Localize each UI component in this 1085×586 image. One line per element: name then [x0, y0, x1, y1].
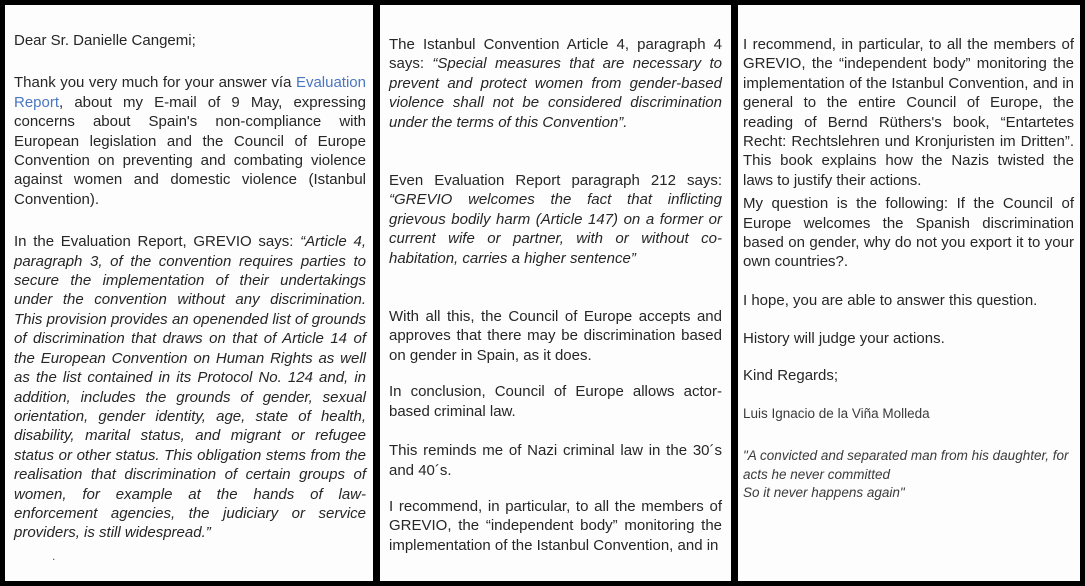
paragraph-nazi-law: This reminds me of Nazi criminal law in the 30´s and 40´s.	[389, 442, 722, 479]
footer-quote-line-2: So it never happens again"	[743, 485, 905, 501]
salutation: Dear Sr. Danielle Cangemi;	[14, 32, 196, 49]
quoted-text: “Special measures that are necessary to prevent and protect women from gender-based violence shall not be considered discrimination under the terms of this Convention”.	[389, 55, 722, 131]
closing-kind-regards: Kind Regards;	[743, 366, 839, 384]
paragraph-my-question: My question is the following: If the Council of Europe welcomes the Spanish discrimination based on gender, why do not you export it to your own countries?.	[743, 195, 1074, 271]
letter-column-2	[380, 5, 731, 581]
paragraph-text: , about my E-mail of 9 May, expressing concerns about Spain's non-compliance with European legislation and the Council of Europe Convention on preventing and combating violence against women and domestic violence (Istanbul Convention).	[14, 93, 366, 208]
quoted-text: “Article 4, paragraph 3, of the convention requires parties to secure the implementation of their undertakings under the convention without any discrimination. This provision provides an openended list of grounds of discrimination that draws on that of Article 14 of the European Convention on Human Rights as well as the list contained in its Protocol No. 124 and, in addition, includes the grounds of gender, sexual orientation, gender identity, age, state of health, disability, marital status, and migrant or refugee status or other status. This obligation stems from the realisation that discrimination of certain groups of women, for example at the hands of law-enforcement agencies, the judiciary or service providers, is still widespread.”	[14, 233, 366, 542]
paragraph-text: The Istanbul Convention Article 4, paragraph 4 says:	[389, 36, 722, 73]
footer-quote-line-1: "A convicted and separated man from his daughter, for acts he never committed	[743, 448, 1069, 482]
letter-column-1	[5, 5, 373, 581]
stray-period: .	[52, 548, 56, 563]
quoted-text: “GREVIO welcomes the fact that inflicting grievous bodily harm (Article 147) on a former or current wife or partner, with or without co-habitation, carries a higher sentence”	[389, 191, 722, 267]
paragraph-recommend-start: I recommend, in particular, to all the members of GREVIO, the “independent body” monitoring the implementation of the Istanbul Convention, and in	[389, 497, 722, 554]
paragraph-with-all-this: With all this, the Council of Europe accepts and approves that there may be discrimination based on gender in Spain, as it does.	[389, 308, 722, 364]
paragraph-text: Even Evaluation Report paragraph 212 says:	[389, 172, 722, 190]
signature-name: Luis Ignacio de la Viña Molleda	[743, 406, 930, 422]
paragraph-text: Thank you very much for your answer vía	[14, 74, 296, 92]
paragraph-recommend-full: I recommend, in particular, to all the members of GREVIO, the “independent body” monitoring the implementation of the Istanbul Convention, and in general to the entire Council of Europe, the reading of Bernd Rüthers's book, “Entartetes Recht: Rechtslehren und Kronjuristen im Dritten”. This book explains how the Nazis twisted the laws to justify their actions.	[743, 36, 1074, 189]
paragraph-hope: I hope, you are able to answer this question.	[743, 291, 1038, 309]
evaluation-report-link[interactable]: Evaluation Report	[14, 74, 366, 111]
paragraph-thank-you	[14, 73, 366, 209]
paragraph-history: History will judge your actions.	[743, 330, 945, 348]
letter-column-3	[738, 5, 1080, 581]
paragraph-grevio-quote	[14, 232, 366, 543]
paragraph-212	[389, 171, 722, 268]
paragraph-article4	[389, 35, 722, 132]
paragraph-conclusion: In conclusion, Council of Europe allows actor-based criminal law.	[389, 383, 722, 420]
paragraph-text: In the Evaluation Report, GREVIO says:	[14, 233, 301, 251]
footer-quote	[743, 447, 1074, 503]
